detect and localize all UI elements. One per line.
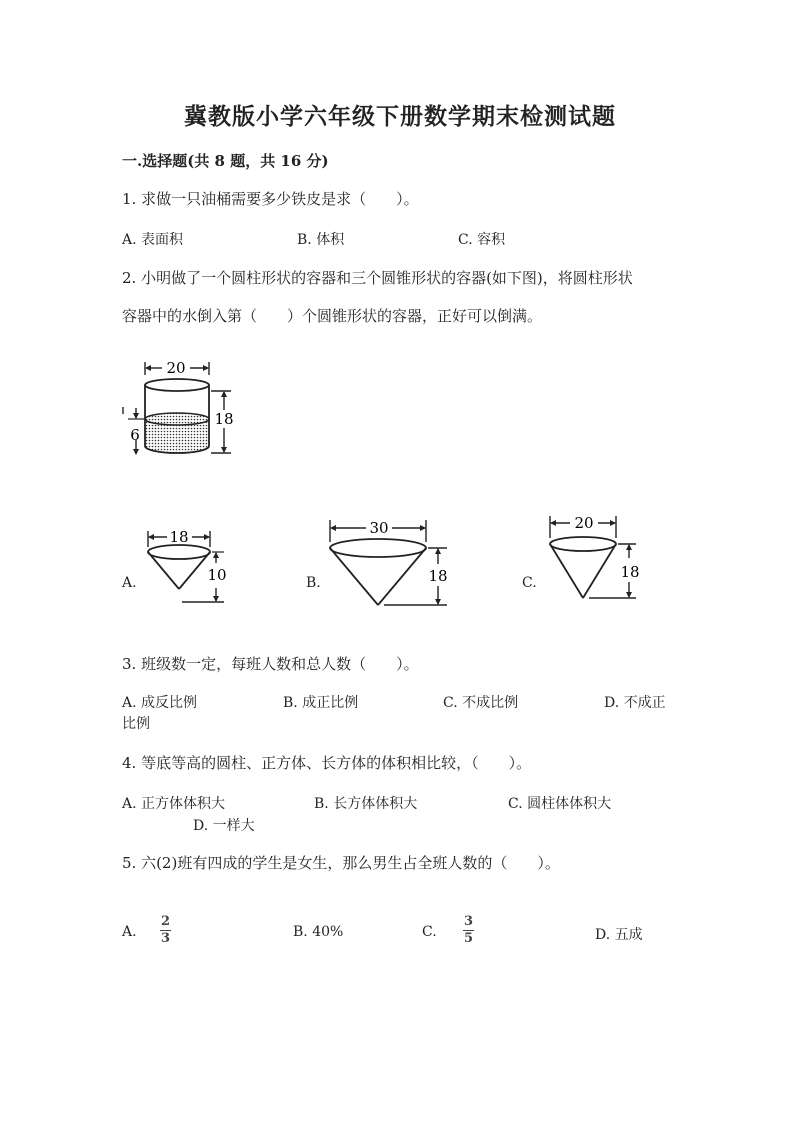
cone-c-height-label: 18 (620, 563, 640, 581)
cylinder-top (145, 379, 209, 391)
cone-b-height-label: 18 (428, 567, 448, 585)
cone-c-figure (542, 508, 652, 608)
question-2-stem-line2: 容器中的水倒入第（ ）个圆锥形状的容器，正好可以倒满。 (122, 307, 543, 325)
fraction-denominator: 5 (463, 931, 474, 946)
question-4-option-a: A. 正方体体积大 (122, 796, 226, 812)
cylinder-height-label: 18 (214, 410, 234, 428)
question-3-option-d: D. 不成正 (604, 695, 666, 711)
question-3-option-b: B. 成正比例 (283, 695, 359, 711)
cone-b-diameter-label: 30 (369, 519, 389, 537)
question-3-stem: 3. 班级数一定，每班人数和总人数（ ）。 (122, 655, 419, 673)
question-1-option-b: B. 体积 (297, 232, 345, 248)
cone-a-base (148, 545, 210, 559)
cone-a-diameter-label: 18 (169, 528, 189, 546)
question-4-option-b: B. 长方体体积大 (314, 796, 418, 812)
fraction-numerator: 2 (160, 914, 171, 929)
question-5-option-c-label: C. (422, 924, 437, 940)
question-5-option-b: B. 40% (293, 924, 344, 940)
question-4-option-d: D. 一样大 (193, 818, 255, 834)
question-3-option-a: A. 成反比例 (122, 695, 198, 711)
section-heading: 一.选择题(共 8 题，共 16 分) (122, 152, 329, 170)
cylinder-water-label: 6 (130, 426, 140, 444)
question-5-option-a-fraction (160, 915, 171, 946)
cone-b-label: B. (306, 575, 321, 591)
question-1-option-c: C. 容积 (458, 232, 506, 248)
cone-a-height-label: 10 (207, 566, 227, 584)
question-5-option-c-fraction (463, 915, 474, 946)
fraction-denominator: 3 (160, 931, 171, 946)
question-3-option-d-wrap: 比例 (122, 716, 150, 732)
question-2-stem-line1: 2. 小明做了一个圆柱形状的容器和三个圆锥形状的容器(如下图)，将圆柱形状 (122, 269, 633, 287)
cone-c-label: C. (522, 575, 537, 591)
page-title: 冀教版小学六年级下册数学期末检测试题 (184, 103, 616, 130)
cone-a-figure (140, 525, 240, 610)
cone-c-base (550, 537, 616, 551)
cylinder-figure (118, 358, 248, 468)
cone-b-figure (322, 512, 452, 612)
question-4-option-c: C. 圆柱体体积大 (508, 796, 612, 812)
question-1-option-a: A. 表面积 (122, 232, 184, 248)
cylinder-diameter-label: 20 (166, 359, 186, 377)
question-5-option-a-label: A. (122, 924, 137, 940)
fraction-numerator: 3 (463, 914, 474, 929)
water-surface (145, 413, 209, 425)
question-1-stem: 1. 求做一只油桶需要多少铁皮是求（ ）。 (122, 190, 419, 208)
question-5-stem: 5. 六(2)班有四成的学生是女生，那么男生占全班人数的（ ）。 (122, 854, 560, 872)
question-3-option-c: C. 不成比例 (443, 695, 519, 711)
question-4-stem: 4. 等底等高的圆柱、正方体、长方体的体积相比较，（ ）。 (122, 754, 532, 772)
cone-c-diameter-label: 20 (574, 514, 594, 532)
cone-a-label: A. (122, 575, 137, 591)
question-5-option-d: D. 五成 (595, 927, 643, 943)
cone-b-base (330, 539, 426, 557)
